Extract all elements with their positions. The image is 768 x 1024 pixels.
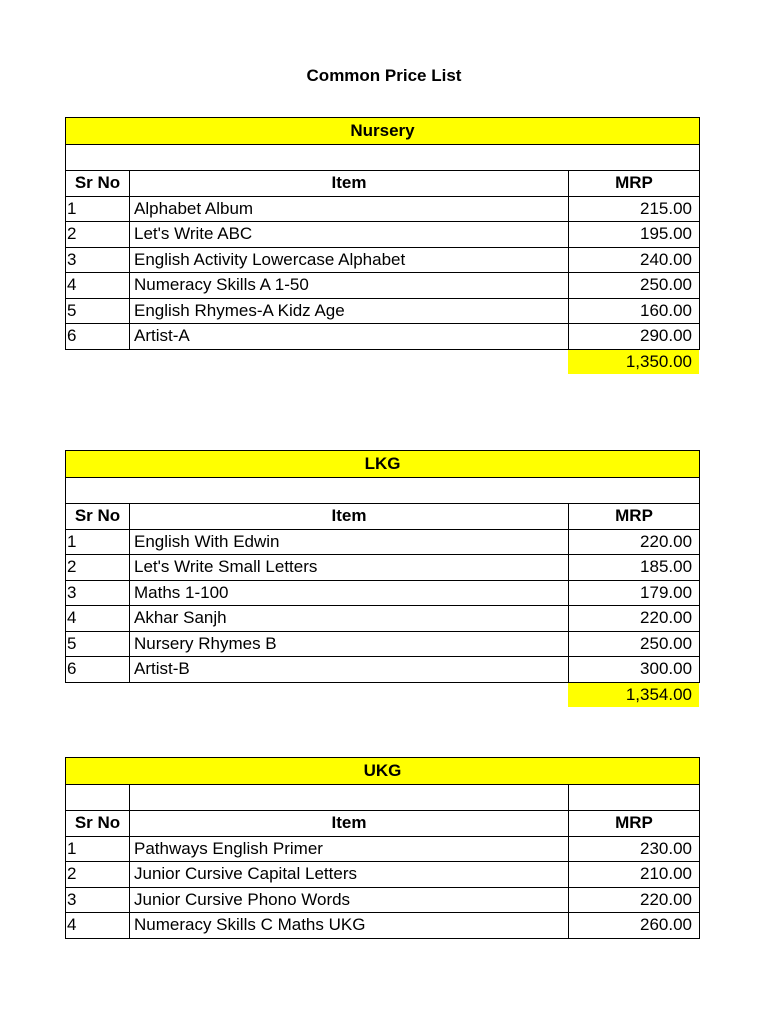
table-row bbox=[66, 324, 700, 350]
table-row bbox=[66, 631, 700, 657]
header-row bbox=[66, 171, 700, 197]
item-cell: Junior Cursive Capital Letters bbox=[130, 862, 569, 888]
blank-row bbox=[66, 785, 700, 811]
page-title: Common Price List bbox=[306, 66, 462, 85]
table-row bbox=[66, 196, 700, 222]
item-cell: English Rhymes-A Kidz Age bbox=[130, 298, 569, 324]
price-table bbox=[65, 117, 700, 350]
header-mrp: MRP bbox=[569, 811, 700, 837]
sr-no-cell: 3 bbox=[66, 580, 130, 606]
sr-no-cell: 2 bbox=[66, 862, 130, 888]
item-cell: Nursery Rhymes B bbox=[130, 631, 569, 657]
table-row bbox=[66, 657, 700, 683]
header-mrp: MRP bbox=[569, 504, 700, 530]
table-row bbox=[66, 887, 700, 913]
table-row bbox=[66, 862, 700, 888]
header-mrp: MRP bbox=[569, 171, 700, 197]
mrp-cell: 300.00 bbox=[569, 657, 700, 683]
mrp-cell: 240.00 bbox=[569, 247, 700, 273]
table-row bbox=[66, 298, 700, 324]
mrp-cell: 290.00 bbox=[569, 324, 700, 350]
table-row bbox=[66, 606, 700, 632]
header-item: Item bbox=[130, 504, 569, 530]
mrp-cell: 220.00 bbox=[569, 887, 700, 913]
section-title-row bbox=[66, 451, 700, 478]
sr-no-cell: 6 bbox=[66, 657, 130, 683]
price-table bbox=[65, 450, 700, 683]
item-cell: Akhar Sanjh bbox=[130, 606, 569, 632]
header-item: Item bbox=[130, 811, 569, 837]
table-row bbox=[66, 580, 700, 606]
table-row bbox=[66, 913, 700, 939]
item-cell: Maths 1-100 bbox=[130, 580, 569, 606]
blank-cell bbox=[569, 785, 700, 811]
section-title: UKG bbox=[66, 758, 700, 785]
header-row bbox=[66, 811, 700, 837]
sr-no-cell: 1 bbox=[66, 196, 130, 222]
item-cell: Artist-A bbox=[130, 324, 569, 350]
section-title: Nursery bbox=[66, 118, 700, 145]
mrp-cell: 210.00 bbox=[569, 862, 700, 888]
total-value: 1,350.00 bbox=[568, 350, 699, 374]
blank-cell bbox=[66, 478, 700, 504]
sr-no-cell: 1 bbox=[66, 529, 130, 555]
table-row bbox=[66, 222, 700, 248]
mrp-cell: 160.00 bbox=[569, 298, 700, 324]
item-cell: Pathways English Primer bbox=[130, 836, 569, 862]
sr-no-cell: 1 bbox=[66, 836, 130, 862]
total-value: 1,354.00 bbox=[568, 683, 699, 707]
blank-cell bbox=[66, 785, 130, 811]
item-cell: Numeracy Skills A 1-50 bbox=[130, 273, 569, 299]
table-row bbox=[66, 247, 700, 273]
section-nursery bbox=[65, 117, 699, 371]
blank-row bbox=[66, 478, 700, 504]
section-title-row bbox=[66, 758, 700, 785]
header-item: Item bbox=[130, 171, 569, 197]
item-cell: Artist-B bbox=[130, 657, 569, 683]
sr-no-cell: 2 bbox=[66, 222, 130, 248]
item-cell: Let's Write ABC bbox=[130, 222, 569, 248]
price-table bbox=[65, 757, 700, 939]
mrp-cell: 250.00 bbox=[569, 631, 700, 657]
sr-no-cell: 3 bbox=[66, 887, 130, 913]
mrp-cell: 185.00 bbox=[569, 555, 700, 581]
mrp-cell: 195.00 bbox=[569, 222, 700, 248]
mrp-cell: 260.00 bbox=[569, 913, 700, 939]
section-title: LKG bbox=[66, 451, 700, 478]
sr-no-cell: 4 bbox=[66, 273, 130, 299]
table-row bbox=[66, 529, 700, 555]
header-sr-no: Sr No bbox=[66, 171, 130, 197]
sr-no-cell: 6 bbox=[66, 324, 130, 350]
blank-row bbox=[66, 145, 700, 171]
item-cell: English With Edwin bbox=[130, 529, 569, 555]
table-row bbox=[66, 273, 700, 299]
sr-no-cell: 5 bbox=[66, 631, 130, 657]
mrp-cell: 250.00 bbox=[569, 273, 700, 299]
sr-no-cell: 5 bbox=[66, 298, 130, 324]
blank-cell bbox=[66, 145, 700, 171]
blank-cell bbox=[130, 785, 569, 811]
mrp-cell: 179.00 bbox=[569, 580, 700, 606]
mrp-cell: 220.00 bbox=[569, 529, 700, 555]
item-cell: English Activity Lowercase Alphabet bbox=[130, 247, 569, 273]
item-cell: Numeracy Skills C Maths UKG bbox=[130, 913, 569, 939]
item-cell: Let's Write Small Letters bbox=[130, 555, 569, 581]
section-title-row bbox=[66, 118, 700, 145]
section-lkg bbox=[65, 450, 699, 704]
item-cell: Alphabet Album bbox=[130, 196, 569, 222]
table-row bbox=[66, 555, 700, 581]
mrp-cell: 215.00 bbox=[569, 196, 700, 222]
mrp-cell: 220.00 bbox=[569, 606, 700, 632]
item-cell: Junior Cursive Phono Words bbox=[130, 887, 569, 913]
header-row bbox=[66, 504, 700, 530]
section-ukg bbox=[65, 757, 699, 939]
sr-no-cell: 4 bbox=[66, 913, 130, 939]
table-row bbox=[66, 836, 700, 862]
mrp-cell: 230.00 bbox=[569, 836, 700, 862]
sr-no-cell: 4 bbox=[66, 606, 130, 632]
sr-no-cell: 2 bbox=[66, 555, 130, 581]
header-sr-no: Sr No bbox=[66, 504, 130, 530]
sr-no-cell: 3 bbox=[66, 247, 130, 273]
header-sr-no: Sr No bbox=[66, 811, 130, 837]
